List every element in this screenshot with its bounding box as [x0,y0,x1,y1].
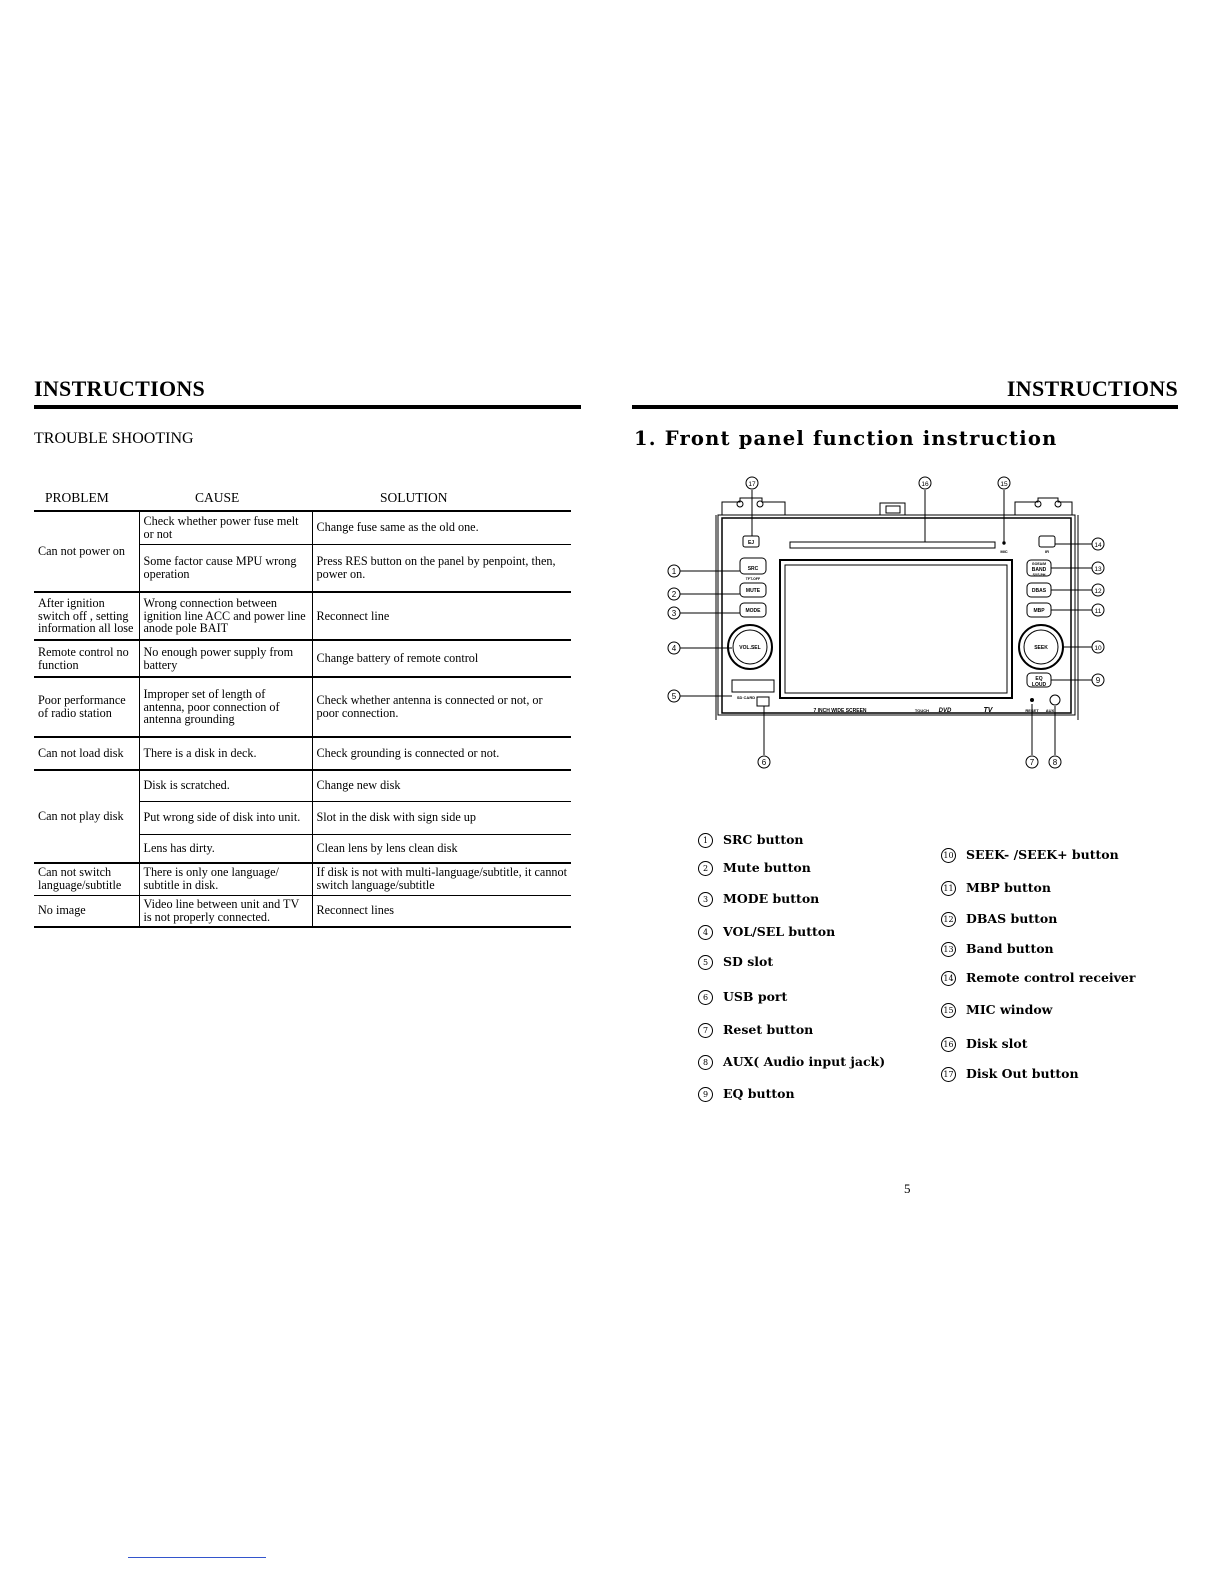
right-header: INSTRUCTIONS [1006,376,1178,401]
solution-cell: Press RES button on the panel by penpoint, then, power on. [312,544,571,592]
callout-num: 5 [671,692,677,701]
callout-num: 17 [748,481,756,488]
legend-label: EQ button [723,1086,795,1101]
legend-num: 10 [941,848,956,863]
ir-window [1039,536,1055,547]
legend-item [941,1036,1028,1052]
disk-slot [790,542,995,548]
cause-cell: Some factor cause MPU wrong operation [139,544,312,592]
center-slot [886,506,900,513]
tv-logo: TV [983,707,993,714]
legend-label: MODE button [723,891,820,906]
callout-num: 10 [1094,645,1102,652]
legend-label: DBAS button [966,911,1058,926]
sd-slot[interactable] [732,680,774,692]
legend-item [941,970,1135,986]
legend-item [698,891,819,907]
legend-num: 9 [698,1087,713,1102]
cause-cell: No enough power supply from battery [139,640,312,677]
volsel-label: VOL.SEL [739,645,761,651]
cause-cell: Improper set of length of antenna, poor connection of antenna grounding [139,677,312,737]
mic-label: MIC [1000,549,1008,554]
sdcard-label: SD CARD [736,695,756,700]
legend-item [941,911,1057,927]
eq-label: EQ [1035,676,1043,682]
cause-cell: Wrong connection between ignition line ACC and power line anode pole BAIT [139,592,312,640]
tftoff-label: TFT-OFF [745,577,761,581]
screen [780,560,1012,698]
legend-item [698,989,787,1005]
legend-item [698,1022,813,1038]
reset-hole[interactable] [1031,699,1034,702]
legend-num: 11 [941,881,956,896]
legend-num: 16 [941,1037,956,1052]
callout-num: 16 [921,481,929,488]
table-row [34,511,571,544]
solution-cell: Change new disk [312,770,571,801]
cause-cell: There is a disk in deck. [139,737,312,770]
col-header-problem: PROBLEM [45,490,109,505]
legend-label: VOL/SEL button [723,924,836,939]
problem-cell: After ignition switch off , setting information all lose [34,592,139,640]
table-row [34,737,571,770]
band-label: BAND [1031,567,1047,573]
legend-item [941,1066,1079,1082]
cause-cell: Video line between unit and TV is not properly connected. [139,895,312,927]
band-bottom-label: SYS.PH [1032,573,1046,577]
callout-num: 12 [1094,588,1102,595]
legend-num: 4 [698,925,713,940]
legend-num: 5 [698,955,713,970]
callout-num: 2 [671,590,677,599]
left-header-rule [34,405,581,409]
solution-cell: If disk is not with multi-language/subtitle, it cannot switch language/subtitle [312,863,571,895]
legend-num: 6 [698,990,713,1005]
legend-item [698,924,835,940]
legend-label: SEEK- /SEEK+ button [966,847,1119,862]
legend-num: 2 [698,861,713,876]
legend-item [698,860,811,876]
legend-item [698,1054,885,1070]
problem-cell: Remote control no function [34,640,139,677]
solution-cell: Reconnect line [312,592,571,640]
mic-window [1003,542,1005,544]
aux-label: AUX [1045,708,1055,713]
legend-item [941,847,1119,863]
dvd-logo: DVD [938,708,952,714]
ir-label: IR [1045,549,1049,554]
callout-num: 7 [1029,758,1035,767]
legend-label: SD slot [723,954,774,969]
table-row [34,770,571,801]
band-top-label: GOEA/M [1031,562,1047,566]
legend-label: USB port [723,989,788,1004]
front-panel-title: 1. Front panel function instruction [634,427,1058,450]
table-row [34,895,571,927]
legend-label: Reset button [723,1022,814,1037]
chassis-outline [718,515,1075,715]
legend-label: Disk Out button [966,1066,1079,1081]
screen-label: 7 INCH WIDE SCREEN [813,708,867,714]
callout-num: 13 [1094,566,1102,573]
callout-num: 14 [1094,542,1102,549]
troubleshooting-title: TROUBLE SHOOTING [34,430,194,447]
legend-label: Remote control receiver [966,970,1136,985]
mode-label: MODE [745,608,761,614]
src-label: SRC [747,566,759,572]
touch-logo: TOUCH [914,708,930,713]
problem-cell: No image [34,895,139,927]
dbas-label: DBAS [1031,588,1047,594]
callout-num: 4 [671,644,677,653]
solution-cell: Reconnect lines [312,895,571,927]
legend-num: 12 [941,912,956,927]
legend-num: 13 [941,942,956,957]
legend-item [698,832,804,848]
legend-label: Band button [966,941,1054,956]
legend-label: SRC button [723,832,804,847]
seek-label: SEEK [1034,645,1048,651]
solution-cell: Change battery of remote control [312,640,571,677]
table-row [34,863,571,895]
legend-label: MBP button [966,880,1051,895]
callout-num: 8 [1052,758,1058,767]
usb-port[interactable] [757,697,769,706]
callout-num: 1 [671,567,677,576]
troubleshooting-table [34,510,571,928]
legend-num: 17 [941,1067,956,1082]
solution-cell: Check grounding is connected or not. [312,737,571,770]
problem-cell: Can not power on [34,511,139,592]
legend-label: Disk slot [966,1036,1028,1051]
right-bracket [1015,498,1072,515]
legend-label: MIC window [966,1002,1053,1017]
left-header: INSTRUCTIONS [34,376,206,401]
cause-cell: There is only one language/ subtitle in disk. [139,863,312,895]
cause-cell: Check whether power fuse melt or not [139,511,312,544]
right-header-rule [632,405,1178,409]
legend-num: 15 [941,1003,956,1018]
solution-cell: Clean lens by lens clean disk [312,834,571,863]
problem-cell: Poor performance of radio station [34,677,139,737]
aux-jack[interactable] [1050,695,1060,705]
legend-item [941,941,1054,957]
callout-num: 6 [761,758,767,767]
loud-label: LOUD [1031,682,1047,688]
problem-cell: Can not switch language/subtitle [34,863,139,895]
mute-label: MUTE [745,588,761,594]
cause-cell: Put wrong side of disk into unit. [139,801,312,834]
cause-cell: Lens has dirty. [139,834,312,863]
front-panel-diagram [660,470,1120,780]
ej-label: EJ [747,540,755,546]
page-number: 5 [904,1181,911,1196]
callout-num: 9 [1095,676,1101,685]
solution-cell: Change fuse same as the old one. [312,511,571,544]
legend-num: 7 [698,1023,713,1038]
bracket-hole [757,501,763,507]
legend-item [698,954,773,970]
reset-label: RESET [1025,708,1039,713]
left-bracket [722,498,785,515]
col-header-cause: CAUSE [195,490,240,505]
callout-num: 11 [1094,608,1102,615]
legend-num: 14 [941,971,956,986]
solution-cell: Check whether antenna is connected or not, or poor connection. [312,677,571,737]
col-header-solution: SOLUTION [380,490,448,505]
mbp-label: MBP [1033,608,1045,614]
callout-num: 15 [1000,481,1008,488]
problem-cell: Can not load disk [34,737,139,770]
legend-label: AUX( Audio input jack) [723,1054,886,1069]
table-row [34,592,571,640]
callout-num: 3 [671,609,677,618]
screen-inner [785,565,1007,693]
solution-cell: Slot in the disk with sign side up [312,801,571,834]
legend-item [941,1002,1052,1018]
cause-cell: Disk is scratched. [139,770,312,801]
footer-line [128,1557,266,1558]
legend-num: 1 [698,833,713,848]
legend-item [698,1086,795,1102]
legend-item [941,880,1051,896]
problem-cell: Can not play disk [34,770,139,863]
legend-label: Mute button [723,860,811,875]
legend-num: 8 [698,1055,713,1070]
table-row [34,640,571,677]
legend-num: 3 [698,892,713,907]
table-row [34,677,571,737]
